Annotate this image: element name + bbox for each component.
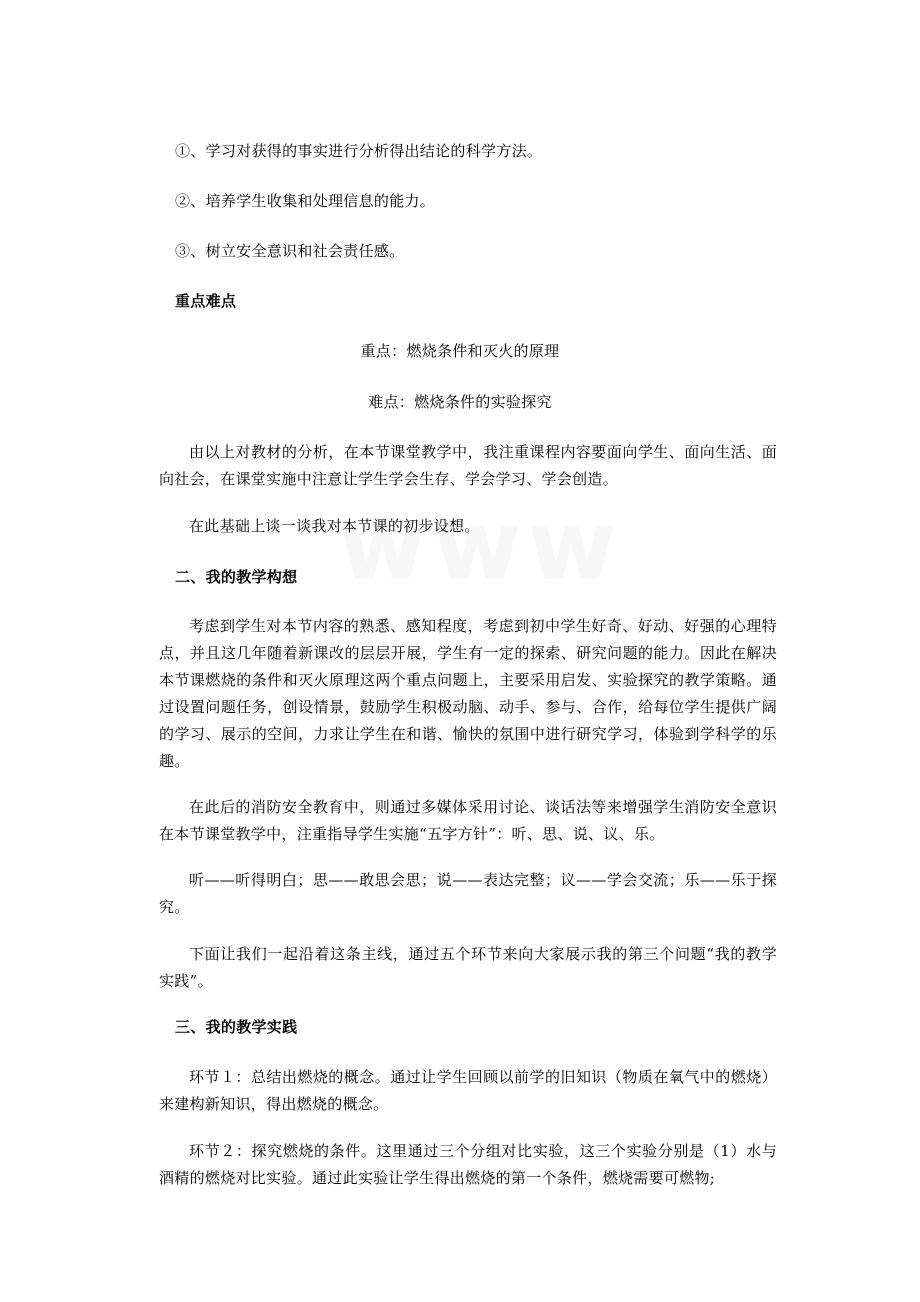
key-difficulty-heading: 重点难点 [175,292,237,310]
section-3-heading: 三、我的教学实践 [175,1018,298,1036]
section-2-paragraph-4: 下面让我们一起沿着这条主线，通过五个环节来向大家展示我的第三个问题“我的教学实践”。 [159,945,777,990]
objective-1: ①、学习对获得的事实进行分析得出结论的科学方法。 [175,142,543,160]
section-3-paragraph-1: 环节１：总结出燃烧的概念。通过让学生回顾以前学的旧知识（物质在氧气中的燃烧）来建构新知识，得出燃烧的概念。 [159,1068,777,1113]
section-3-paragraph-2: 环节２：探究燃烧的条件。这里通过三个分组对比实验，这三个实验分别是（1）水与酒精的燃烧对比实验。通过此实验让学生得出燃烧的第一个条件，燃烧需要可燃物; [159,1142,777,1187]
difficult-point: 难点：燃烧条件的实验探究 [368,393,552,411]
analysis-paragraph-1: 由以上对教材的分析，在本节课堂教学中，我注重课程内容要面向学生、面向生活、面向社会，在课堂实施中注意让学生学会生存、学会学习、学会创造。 [159,443,777,488]
section-2-paragraph-2: 在此后的消防安全教育中，则通过多媒体采用讨论、谈话法等来增强学生消防安全意识在本节课堂教学中，注重指导学生实施“五字方针”：听、思、说、议、乐。 [159,798,777,843]
objective-2: ②、培养学生收集和处理信息的能力。 [175,192,436,210]
key-point: 重点：燃烧条件和灭火的原理 [360,342,560,360]
analysis-paragraph-2: 在此基础上谈一谈我对本节课的初步设想。 [189,517,480,535]
watermark [330,490,630,602]
section-2-paragraph-1: 考虑到学生对本节内容的熟悉、感知程度，考虑到初中学生好奇、好动、好强的心理特点，并且这几年随着新课改的层层开展，学生有一定的探索、研究问题的能力。因此在解决本节课燃烧的条件和灭火原理这两个重点问题上，主要采用启发、实验探究的教学策略。通过设置问题任务，创设情景，鼓励学生积极动脑、动手、参与、合作，给每位学生提供广阔的学习、展示的空间，力求让学生在和谐、愉快的氛围中进行研究学习，体验到学科学的乐趣。 [159,617,777,770]
objective-3: ③、树立安全意识和社会责任感。 [175,242,405,260]
section-2-paragraph-3: 听——听得明白；思——敢思会思；说——表达完整；议——学会交流；乐——乐于探究。 [159,871,777,916]
section-2-heading: 二、我的教学构想 [175,568,298,586]
